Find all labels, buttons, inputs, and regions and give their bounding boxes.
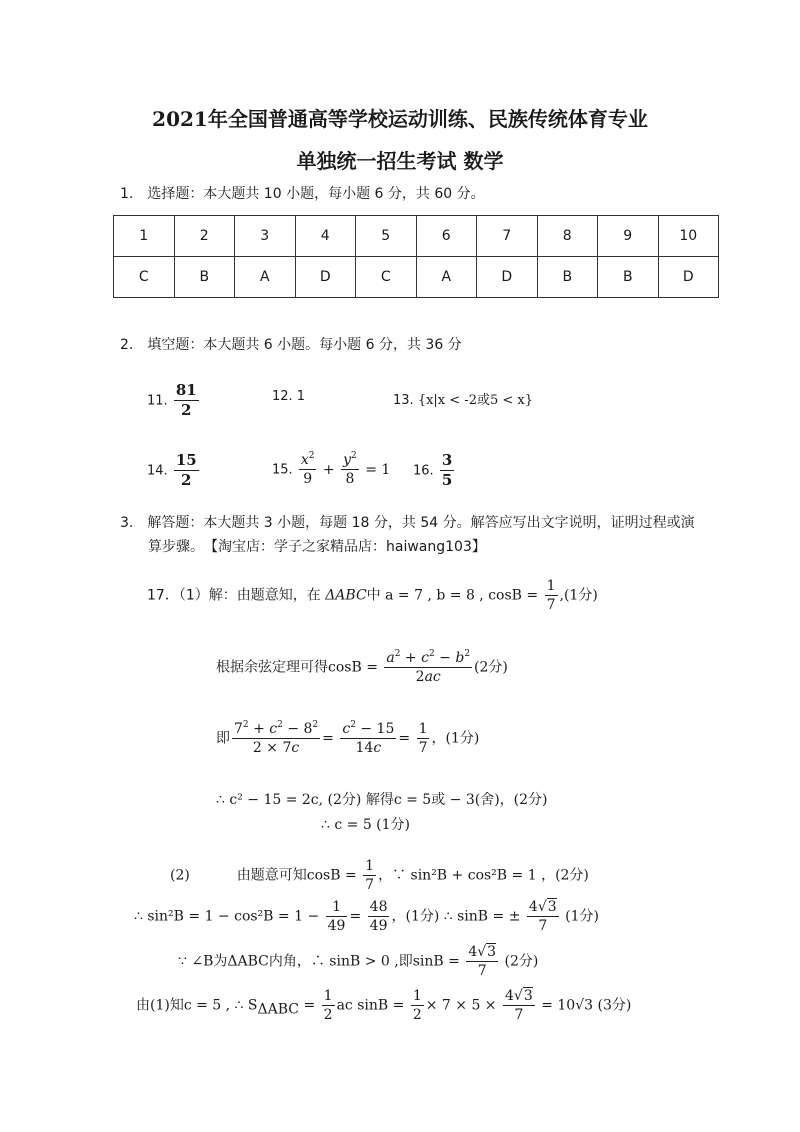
line7-a: ∴ sin²B = 1 − cos²B = 1 − [134, 908, 320, 925]
part2-tail: ，∵ sin²B + cos²B = 1 ，(2分) [378, 867, 589, 884]
q17-intro-line: 17．（1）解：由题意知，在 ΔABC中 a = 7 , b = 8 , cosB = $\frac{1}{7}$ ,(1分) [147, 578, 598, 614]
answer-number: 9 [598, 216, 659, 257]
q16-fraction [440, 452, 454, 490]
answer-choice: B [174, 257, 235, 298]
fill-q15 [272, 452, 390, 487]
q15-ellipse-equation: $\frac{x^2}{9}$ + $\frac{y^2}{8}$ = 1 [300, 451, 391, 488]
q17-sin-square-line: ∴ sin²B = 1 − cos²B = 1 − $\frac{1}{49}$ = $\frac{48}{49}$ ，(1分) ∴ sinB = ± $\frac{4√3}{7}$ (1分) [134, 899, 599, 935]
part2-label: (2) [170, 867, 190, 884]
answer-number: 6 [416, 216, 477, 257]
line9-c: ac sinB = [336, 997, 405, 1014]
answer-choice: B [598, 257, 659, 298]
q13-expression: {x|x < -2或5 < x} [417, 393, 533, 408]
title-line-1: 2021年全国普通高等学校运动训练、民族传统体育专业 [152, 107, 648, 131]
q16-denominator: 5 [441, 471, 453, 490]
line9-d: × 7 × 5 × [425, 997, 497, 1014]
q16-numerator: 3 [440, 452, 454, 471]
q17-score-1: ,(1分) [559, 587, 598, 604]
q14-denominator: 2 [181, 471, 192, 490]
answer-table [113, 215, 719, 298]
answer-choice: A [235, 257, 296, 298]
answer-number: 4 [295, 216, 356, 257]
fill-q14 [147, 452, 201, 490]
answer-number: 2 [174, 216, 235, 257]
section-2-heading: 2. 填空题：本大题共 6 小题。每小题 6 分，共 36 分 [120, 337, 462, 353]
answer-number-row [114, 216, 719, 257]
q17-quadratic-line: ∴ c² − 15 = 2c, (2分) 解得c = 5或 − 3(舍)，(2分) [216, 792, 548, 808]
fill-q12: 12. 1 [272, 389, 306, 404]
line7-b: ，(1分) ∴ sinB = ± [391, 908, 521, 925]
line8-a: ∵ ∠B为ΔABC内角，∴ sinB > 0 ,即sinB = [178, 953, 460, 970]
line9-e: = 10√3 (3分) [541, 997, 632, 1014]
answer-number: 10 [658, 216, 719, 257]
title-line-2: 单独统一招生考试 数学 [296, 149, 504, 173]
score-3: ，(1分) [431, 730, 480, 747]
line9-a: 由(1)知c = 5 , ∴ S [136, 997, 258, 1014]
q17-cosine-rule [216, 650, 508, 685]
answer-number: 5 [356, 216, 417, 257]
score-2: (2分) [474, 659, 508, 676]
line7-score: (1分) [565, 908, 599, 925]
line9-sub: ΔABC [257, 1001, 299, 1018]
ji-label: 即 [216, 730, 230, 747]
q17-triangle: ΔABC [325, 587, 367, 604]
q11-label: 11. [147, 393, 168, 409]
q15-label: 15. [272, 462, 293, 478]
q17-part2-line: (2) 由题意可知cosB = $\frac{1}{7}$ ，∵ sin²B + cos²B = 1 ，(2分) [170, 858, 589, 894]
q17-c-result: ∴ c = 5 (1分) [321, 817, 411, 833]
section-1-heading: 1. 选择题：本大题共 10 小题，每小题 6 分，共 60 分。 [120, 186, 485, 202]
answer-choice: A [416, 257, 477, 298]
answer-number: 3 [235, 216, 296, 257]
section-3-heading-line-1: 3. 解答题：本大题共 3 小题，每题 18 分，共 54 分。解答应写出文字说明，证明过程或演 [120, 515, 695, 531]
cos-rule-prefix: 根据余弦定理可得cosB = [216, 659, 378, 676]
fill-q16 [413, 452, 456, 490]
answer-choice: D [295, 257, 356, 298]
answer-number: 7 [477, 216, 538, 257]
q17-given: 中 a = 7 , b = 8 , cosB = [366, 587, 539, 604]
line9-b: = [303, 997, 316, 1014]
answer-choice: D [477, 257, 538, 298]
answer-number: 1 [114, 216, 175, 257]
q17-intro: 17．（1）解：由题意知，在 [147, 587, 321, 604]
section-3-heading-line-2: 算步骤。 【淘宝店：学子之家精品店：haiwang103】 [148, 539, 486, 555]
q11-numerator: 81 [174, 382, 199, 401]
part2-text: 由题意可知cosB = [236, 867, 357, 884]
line8-score: (2分) [504, 953, 539, 970]
q13-label: 13. [393, 393, 414, 408]
cos-rule-fraction: $\frac{a^2 + c^2 - b^2}{2ac}$ [386, 649, 471, 686]
q16-label: 16. [413, 463, 434, 479]
fill-q11 [147, 382, 201, 420]
q17-area-line: 由(1)知c = 5 , ∴ $S_{\Delta ABC}$ = $\frac{1}{2}$ ac sinB = $\frac{1}{2}$ × 7 × 5 × $\frac{4√3}{7}$ = 10√3 (3分) [136, 988, 632, 1024]
answer-choice-row [114, 257, 719, 298]
q11-denominator: 2 [181, 401, 192, 420]
answer-choice: D [658, 257, 719, 298]
q17-substitution: 即 $\frac{7^2 + c^2 - 8^2}{2 \times 7c}$ = $\frac{c^2 - 15}{14c}$ = $\frac{1}{7}$ ，(1分) [216, 720, 480, 757]
answer-choice: B [537, 257, 598, 298]
q11-fraction [174, 382, 199, 420]
fill-q13 [393, 389, 533, 408]
q14-numerator: 15 [174, 452, 199, 471]
q17-sinB-line: ∵ ∠B为ΔABC内角，∴ sinB > 0 ,即sinB = $\frac{4√3}{7}$ (2分) [178, 944, 539, 980]
q14-fraction [174, 452, 199, 490]
answer-choice: C [114, 257, 175, 298]
answer-choice: C [356, 257, 417, 298]
q14-label: 14. [147, 463, 168, 479]
answer-number: 8 [537, 216, 598, 257]
